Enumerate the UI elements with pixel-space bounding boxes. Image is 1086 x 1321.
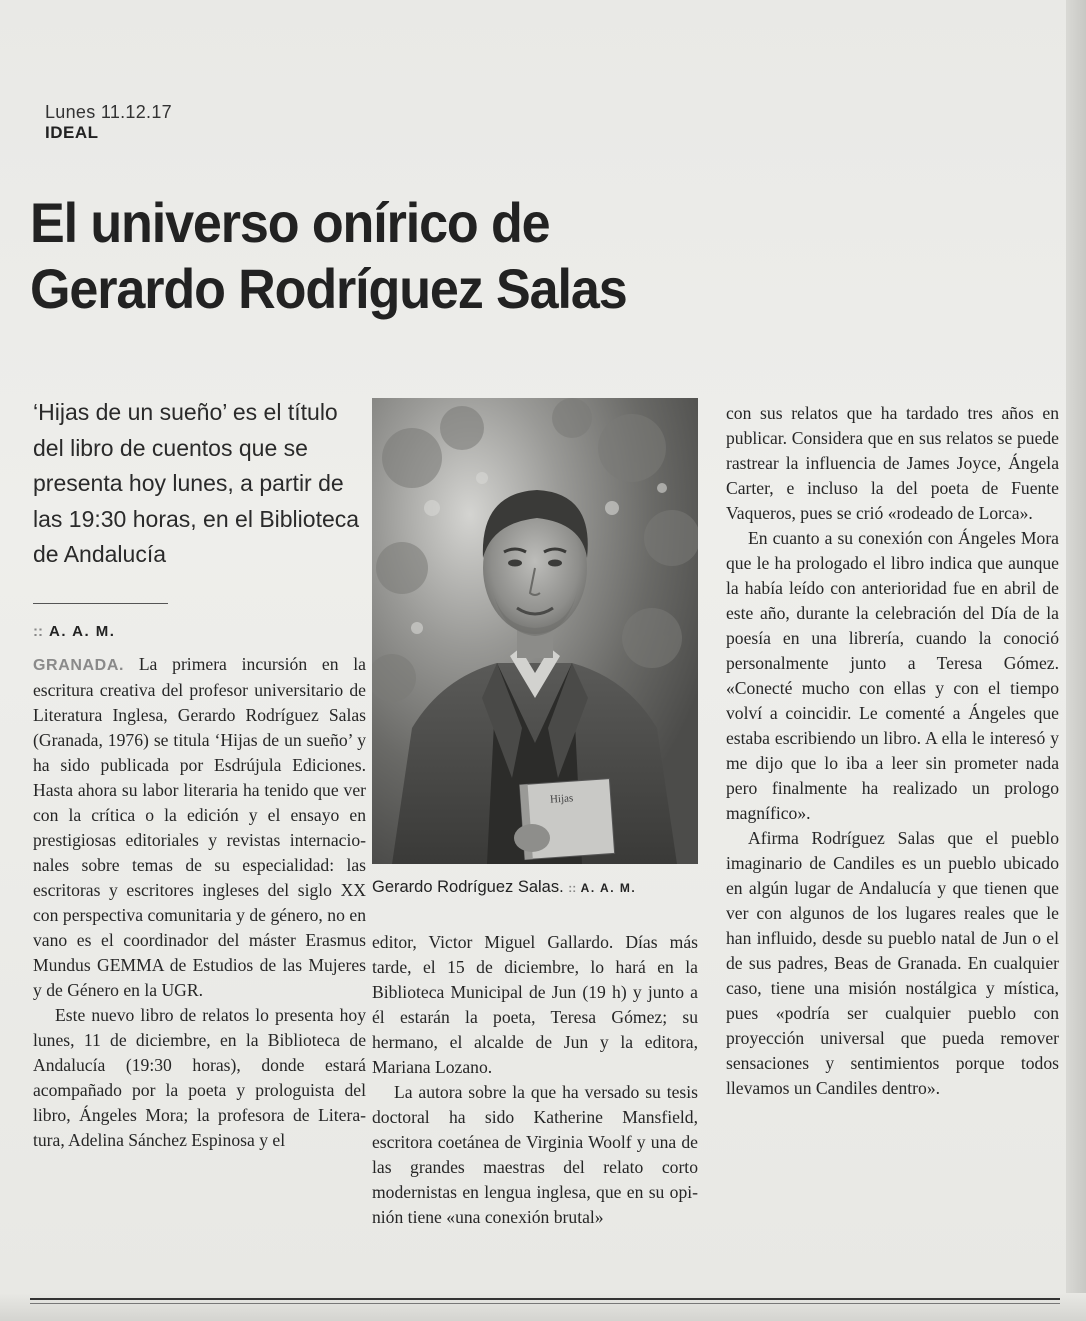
article-paragraph-3: editor, Victor Miguel Gallardo. Días más tarde, el 15 de diciembre, lo hará en la Biblioteca Municipal de Jun (19 h) y junto a él estarán la poeta, Teresa Gómez; su hermano, el alcalde de Jun y la editora, Mariana Lozano.: [372, 932, 698, 1077]
article-paragraph-6: En cuanto a su conexión con Ángeles Mora que le ha prologado el libro indica que aunque la había leído con anterioridad fue en abril de este año, durante la celebración del Día de la poesía en una librería, cuando la conoció personalmente junto a Teresa Gómez. «Conecté mucho con ellas y con el tiempo volví a coincidir. Le comenté a Ángeles que estaba escribiendo un libro. A ella le interesó y me dijo que lo iba a leer sin prometer nada pero finalmente ha realizado un prologo magnífico».: [726, 528, 1059, 823]
page-edge-right: [1066, 0, 1086, 1321]
article-paragraph-2: Este nuevo libro de relatos lo presenta hoy lunes, 11 de diciembre, en la Biblioteca de Andalucía (19:30 horas), donde estará acompañado por la poeta y prologuista del libro, Ángeles Mora; la profesora de Literatura, Adelina Sánchez Espinosa y el: [33, 1005, 366, 1150]
headline-line-2: Gerardo Rodríguez Salas: [30, 257, 627, 320]
article-column-1: [33, 652, 366, 1153]
bottom-rule: [30, 1298, 1060, 1300]
page-header: [45, 102, 172, 143]
book-cover-title: Hijas: [549, 792, 574, 806]
article-column-2: [372, 930, 698, 1230]
caption-text: Gerardo Rodríguez Salas.: [372, 878, 564, 896]
headline-line-1: El universo onírico de: [30, 191, 550, 254]
headline: [30, 190, 960, 322]
article-paragraph-4: La autora sobre la que ha versado su tesis doctoral ha sido Katherine Mansfield, escritora coetánea de Virginia Woolf y una de las grandes maestras del relato corto modernistas en lengua inglesa, que en su opinión tiene «una conexión brutal»: [372, 1082, 698, 1227]
byline: [33, 623, 115, 640]
photo-credit: [568, 881, 636, 895]
byline-dots: ::: [33, 623, 43, 640]
issue-date: Lunes 11.12.17: [45, 102, 172, 122]
photo-credit-author: A. A. M.: [580, 881, 637, 895]
paragraph-1-text: La primera incursión en la escritura creativa del profesor universitario de Literatura Inglesa, Gerardo Rodríguez Salas (Granada, 1976) se titula ‘Hijas de un sueño’ y ha sido publicada por Esdrújula Ediciones. Hasta ahora su labor literaria ha tenido que ver con la crítica o la edición y el ensayo en prestigiosas editoriales y revistas internacionales sobre temas de su especialidad: las escritoras y escritores ingleses del siglo XX con perspectiva comunitaria y de género, no en vano es el coordinador del máster Erasmus Mundus GEMMA de Estudios de las Mujeres y de Género en la UGR.: [33, 654, 366, 1000]
bottom-rule-thin: [30, 1303, 1060, 1304]
publication-name: IDEAL: [45, 123, 99, 142]
byline-author: A. A. M.: [49, 623, 116, 640]
author-portrait-illustration: [372, 398, 698, 864]
article-column-3: [726, 401, 1059, 1101]
dateline-city: GRANADA.: [33, 657, 125, 674]
author-photo: [372, 398, 698, 864]
photo-caption: [372, 878, 702, 897]
article-paragraph-7: Afirma Rodríguez Salas que el pueblo imaginario de Candiles es un pueblo ubicado en algún lugar de Andalucía y que tienen que ver con algunos de los lugares reales que le han influido, desde su pueblo natal de Jun o el de sus padres, Beas de Granada. En cualquier caso, tiene una misión nostálgica y mística, pues «podría ser cualquier pueblo con proyección universal que pueda remover sensaciones y sentimientos porque todos llevamos un Candiles dentro».: [726, 828, 1059, 1098]
lead-divider: [33, 603, 168, 604]
article-paragraph-1: [33, 652, 366, 1003]
lead-paragraph: ‘Hijas de un sueño’ es el título del libro de cuentos que se presenta hoy lunes, a partir de las 19:30 horas, en el Biblioteca de Andalucía: [33, 399, 360, 567]
photo-credit-dots: ::: [568, 881, 577, 895]
article-paragraph-5: con sus relatos que ha tardado tres años en publicar. Considera que en sus relatos se puede rastrear la influencia de James Joyce, Ángela Carter, e incluso la del poeta de Fuente Vaqueros, pues se crió «rodeado de Lorca».: [726, 403, 1059, 523]
